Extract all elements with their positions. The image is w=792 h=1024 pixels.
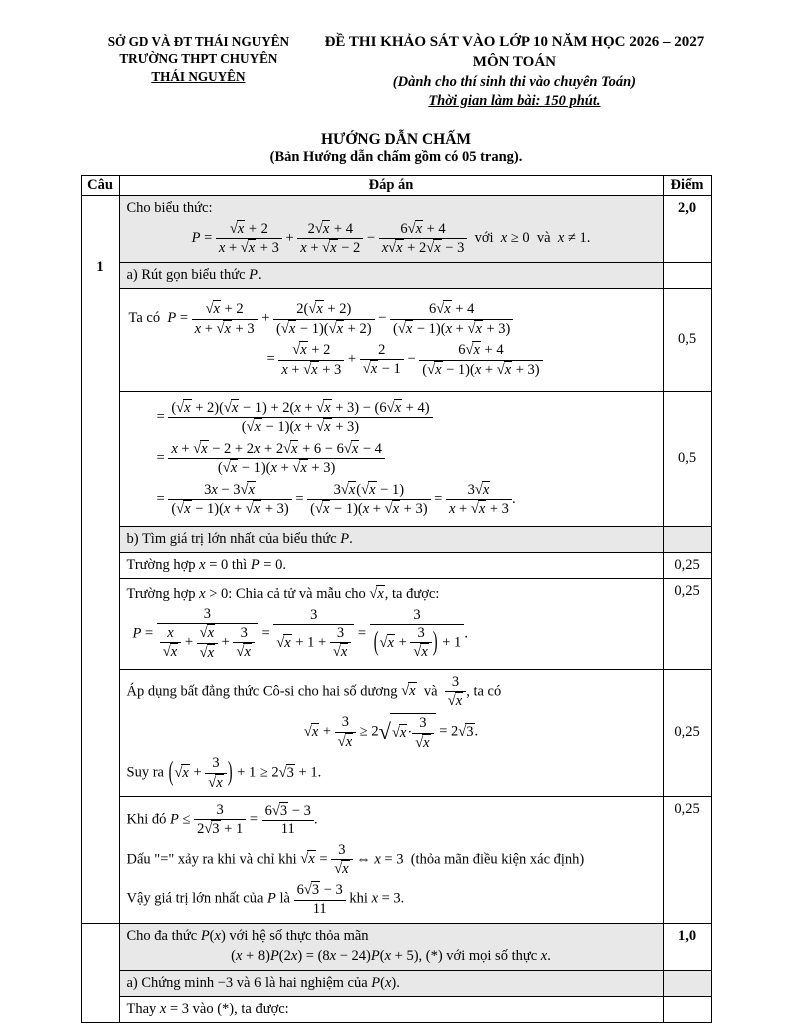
answer-line: P = $\frac{√x + 2}{x + √x + 3}$ + $\frac{2√x + 4}{x + √x - 2}$ − $\frac{6√x + 4}{x√x + 2√x - 3}$ với x ≥ 0 và x ≠ 1. <box>191 220 591 257</box>
points-cell: 0,25 <box>663 552 711 578</box>
table-row <box>81 996 711 1022</box>
table-header-row <box>81 175 711 195</box>
exam-duration: Thời gian làm bài: 150 phút. <box>428 92 601 109</box>
answer-line: Khi đó P ≤ $\frac{3}{2√3 + 1}$ = $\frac{6√3 - 3}{11}$ . <box>126 801 318 838</box>
points-cell <box>663 526 711 552</box>
answer-line: Cho đa thức P(x) với hệ số thực thỏa mãn <box>126 928 369 945</box>
answer-line: P = 3 $\frac{x}{√x}$ + $\frac{√x}{√x}$ + $\frac{3}{√x}$ = 3 √x + 1 + $\frac{3}{√x}$ = 3 (√x + $\frac{3}{√x}$ ) + 1 . <box>132 606 468 661</box>
points-cell: 0,25 <box>663 669 711 796</box>
points-cell <box>663 970 711 996</box>
answer-line: Cho biểu thức: <box>126 199 213 216</box>
department-line: SỞ GD VÀ ĐT THÁI NGUYÊN <box>107 34 290 49</box>
column-header-dapan: Đáp án <box>119 175 663 195</box>
answer-cell <box>119 526 663 552</box>
document-header <box>0 0 792 111</box>
points-cell: 0,25 <box>663 796 711 923</box>
document-title: HƯỚNG DẪN CHẤM <box>320 130 472 148</box>
points-cell: 0,5 <box>663 288 711 391</box>
school-name-line: THÁI NGUYÊN <box>151 68 246 84</box>
answer-key-table <box>81 175 712 1023</box>
table-row <box>81 391 711 526</box>
table-row <box>81 262 711 288</box>
question-number: 1 <box>96 258 104 275</box>
table-row <box>81 669 711 796</box>
table-row <box>81 288 711 391</box>
answer-line: Dấu "=" xảy ra khi và chỉ khi √x = $\frac{3}{√x}$ ⇔ x = 3 (thỏa mãn điều kiện xác định) <box>126 841 585 877</box>
answer-line: a) Chứng minh −3 và 6 là hai nghiệm của P(x). <box>126 974 400 991</box>
table-row <box>81 970 711 996</box>
table-row <box>81 526 711 552</box>
points-cell <box>663 996 711 1022</box>
answer-cell <box>119 996 663 1022</box>
answer-cell <box>119 552 663 578</box>
answer-line: = $\frac{x + √x - 2 + 2x + 2√x + 6 - 6√x - 4}{(√x - 1)(x + √x + 3)}$ <box>157 440 656 478</box>
answer-line: Trường hợp x > 0: Chia cả tử và mẫu cho √x, ta được: <box>126 586 440 603</box>
answer-line: b) Tìm giá trị lớn nhất của biểu thức P. <box>126 530 353 547</box>
exam-block <box>293 33 736 111</box>
answer-line: = $\frac{3x - 3√x}{(√x - 1)(x + √x + 3)}$ = $\frac{3√x(√x - 1)}{(√x - 1)(x + √x + 3)}$ = $\frac{3√x}{x + √x + 3}$ . <box>156 481 516 517</box>
school-line: TRƯỜNG THPT CHUYÊN <box>119 51 278 67</box>
answer-cell <box>119 195 663 262</box>
points-cell: 2,0 <box>663 195 711 262</box>
answer-cell <box>119 391 663 526</box>
school-block <box>104 33 293 111</box>
answer-line: = $\frac{(√x + 2)(√x - 1) + 2(x + √x + 3) - (6√x + 4)}{(√x - 1)(x + √x + 3)}$ <box>157 399 656 437</box>
answer-cell <box>119 262 663 288</box>
answer-line: √x + $\frac{3}{√x}$ ≥ 2√√x· $\frac{3}{√x}$ = 2√3. <box>303 714 479 751</box>
points-cell: 0,25 <box>663 578 711 669</box>
points-cell: 1,0 <box>663 923 711 970</box>
exam-note: (Dành cho thí sinh thi vào chuyên Toán) <box>392 73 636 90</box>
exam-title: ĐỀ THI KHẢO SÁT VÀO LỚP 10 NĂM HỌC 2026 – 2027 <box>324 34 705 50</box>
exam-subject: MÔN TOÁN <box>472 53 556 70</box>
column-header-cau: Câu <box>81 175 119 195</box>
answer-table-body <box>81 195 711 1022</box>
points-cell <box>663 262 711 288</box>
answer-line: a) Rút gọn biểu thức P. <box>126 266 262 283</box>
table-row <box>81 796 711 923</box>
answer-cell <box>119 669 663 796</box>
answer-cell <box>119 578 663 669</box>
table-row <box>81 923 711 970</box>
document-subtitle: (Bản Hướng dẫn chấm gồm có 05 trang). <box>269 148 523 165</box>
table-row <box>81 552 711 578</box>
question-number-cell <box>81 923 119 1022</box>
answer-line: Trường hợp x = 0 thì P = 0. <box>126 556 286 573</box>
answer-line: Suy ra (√x + $\frac{3}{√x}$ ) + 1 ≥ 2√3 + 1. <box>126 755 322 791</box>
answer-cell <box>119 288 663 391</box>
answer-line: (x + 8)P(2x) = (8x − 24)P(x + 5), (*) với mọi số thực x. <box>231 948 551 965</box>
question-number-cell <box>81 195 119 923</box>
answer-line: Thay x = 3 vào (*), ta được: <box>126 1000 289 1017</box>
table-row <box>81 195 711 262</box>
answer-line: Vậy giá trị lớn nhất của P là $\frac{6√3 - 3}{11}$ khi x = 3. <box>126 882 405 917</box>
answer-cell <box>119 970 663 996</box>
answer-line: Ta có P = $\frac{√x + 2}{x + √x + 3}$ + $\frac{2(√x + 2)}{(√x - 1)(√x + 2)}$ − $\frac{6√x + 4}{(√x - 1)(x + √x + 3)}$ <box>129 300 656 338</box>
answer-line: = $\frac{√x + 2}{x + √x + 3}$ + $\frac{2}{√x - 1}$ − $\frac{6√x + 4}{(√x - 1)(x + √x + 3)}$ <box>267 341 656 379</box>
answer-cell <box>119 923 663 970</box>
answer-line: Áp dụng bất đẳng thức Cô-si cho hai số dương √x và $\frac{3}{√x}$ , ta có <box>126 673 502 710</box>
table-row <box>81 578 711 669</box>
column-header-diem: Điểm <box>663 175 711 195</box>
points-cell: 0,5 <box>663 391 711 526</box>
answer-cell <box>119 796 663 923</box>
